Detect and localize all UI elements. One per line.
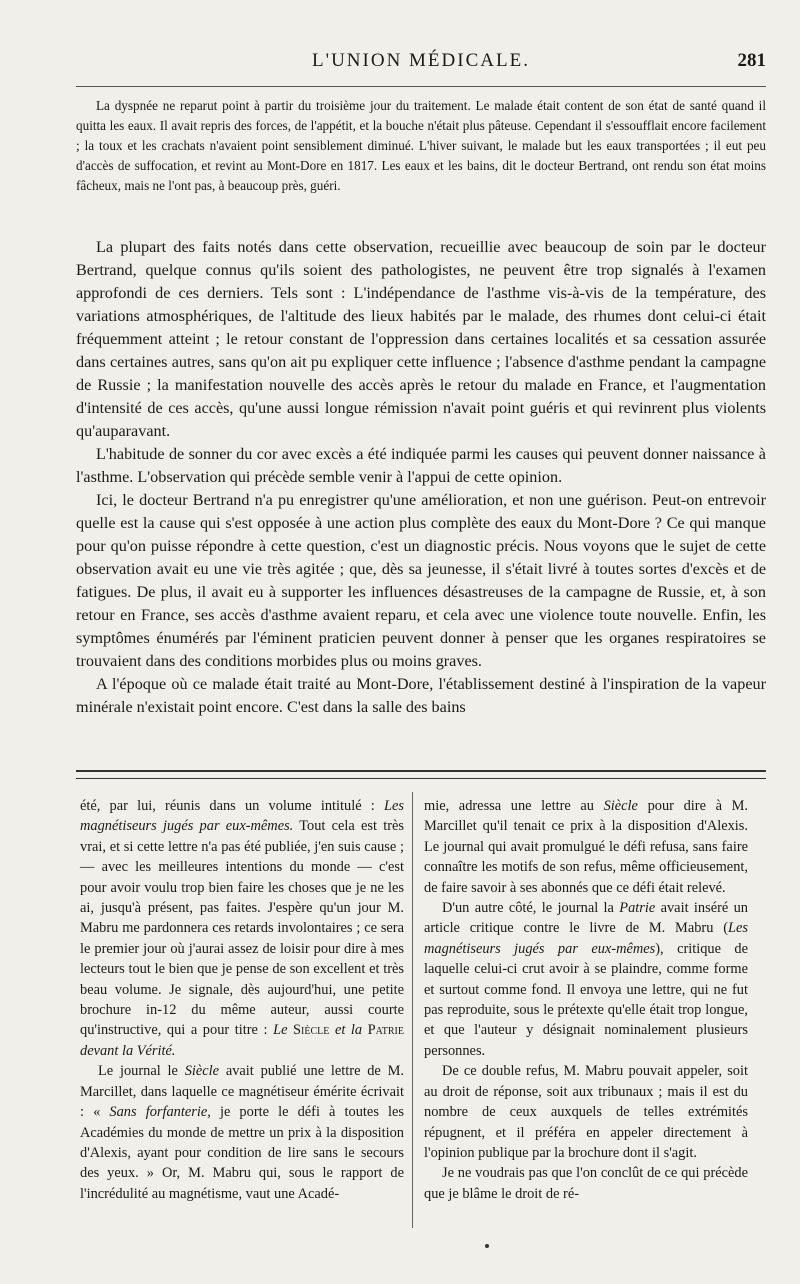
- column-paragraph: [80, 796, 404, 1061]
- text-run: été, par lui, réunis dans un volume intitulé :: [80, 798, 384, 814]
- text-run: Le journal le: [98, 1063, 185, 1080]
- observation-paragraph: [76, 96, 766, 196]
- main-paragraph: La plupart des faits notés dans cette observation, recueillie avec beaucoup de soin par le docteur Bertrand, quelque connus qu'ils soient des pathologistes, ne peuvent être trop signalés à l'examen approfondi de ces derniers. Tels sont : L'indépendance de l'asthme vis-à-vis de la température, des variations atmosphériques, de l'altitude des lieux habités par le malade, des rhumes dont celui-ci était fréquemment atteint ; le retour constant de l'oppression dans certaines localités et sa cessation assurée dans certaines autres, sans qu'on ait pu expliquer cette influence ; l'absence d'asthme pendant la campagne de Russie ; la manifestation nouvelle des accès après le retour du malade en France, et l'augmentation d'intensité de ces accès, qu'une aussi longue rémission n'avait point guéris et qui revinrent plus violents qu'auparavant.: [76, 238, 766, 440]
- page-header: [76, 44, 766, 80]
- page-number: 281: [737, 50, 766, 71]
- journal-name: Siècle: [603, 798, 638, 814]
- text-run: Tout cela est très vrai, et si cette lettre n'a pas été publiée, j'en suis cause ; — avec les meilleures intentions du monde — c'est pour avoir voulu trop bien faire les choses que je ne les ai, jusqu'à présent, pas faites. J'espère qu'un jour M. Mabru me pardonnera ces retards involontaires ; ce sera le premier jour où j'aurai assez de loisir pour dire à mes lecteurs tout le bien que je pense de son excellent et très beau volume. Je signale, dès aujourd'hui, une petite brochure in-12 du même auteur, aussi courte qu'instructive, qui a pour titre :: [80, 818, 404, 1039]
- column-paragraph: [424, 898, 748, 1061]
- book-title: Les magnétiseurs jugés par eux-mêmes: [424, 920, 748, 957]
- feuilleton-left-column: [80, 796, 404, 1204]
- book-title: Les magnétiseurs jugés par eux-mêmes.: [80, 798, 404, 835]
- main-paragraph: A l'époque où ce malade était traité au Mont-Dore, l'établissement destiné à l'inspiration de la vapeur minérale n'existait point encore. C'est dans la salle des bains: [76, 675, 766, 716]
- quoted-phrase: Sans forfanterie,: [109, 1104, 211, 1121]
- journal-title: L'UNION MÉDICALE.: [312, 50, 530, 71]
- column-paragraph: [424, 796, 748, 898]
- journal-name: Patrie: [619, 900, 656, 917]
- text-run: D'un autre côté, le journal la: [442, 900, 620, 917]
- text-run: mie, adressa une lettre au: [424, 798, 604, 814]
- journal-name: Siècle: [184, 1063, 220, 1080]
- book-title-part: Patrie: [367, 1022, 404, 1039]
- column-paragraph: De ce double refus, M. Mabru pouvait appeler, soit au droit de réponse, soit aux tribunaux ; mais il est du nombre de ceux auxquels de telles extrémités répugnent, et il préféra en appeler directement à l'opinion publique par la brochure dont il s'agit.: [424, 1063, 748, 1161]
- feuilleton-right-column: [424, 796, 748, 1204]
- main-commentary: [76, 236, 766, 719]
- observation-text: La dyspnée ne reparut point à partir du troisième jour du traitement. Le malade était content de son état de santé quand il quitta les eaux. Il avait repris des forces, de l'appétit, et la bouche n'était plus pâteuse. Cependant il s'essoufflait encore facilement ; la toux et les crachats n'avaient point sensiblement diminué. L'hiver suivant, le malade but les eaux transportées ; il eut peu d'accès de suffocation, et revint au Mont-Dore en 1817. Les eaux et les bains, dit le docteur Bertrand, ont rendu son état moins fâcheux, mais ne l'ont pas, à beaucoup près, guéri.: [76, 98, 766, 193]
- text-run: avait inséré un article critique contre le livre de M. Mabru (: [424, 900, 748, 937]
- main-paragraph: Ici, le docteur Bertrand n'a pu enregistrer qu'une amélioration, et non une guérison. Peut-on entrevoir quelle est la cause qui s'est opposée à une action plus complète des eaux du Mont-Dore ? Ce qui manque pour qu'on puisse répondre à cette question, c'est un diagnostic précis. Nous voyons que le sujet de cette observation avait eu une vie très agitée ; que, dès sa jeunesse, il s'était livré à toutes sortes d'excès et de fatigues. De plus, il avait eu à supporter les influences désastreuses de la campagne de Russie, et, à son retour en France, ses accès d'asthme avaient reparu, et cela avec une violence toute nouvelle. Enfin, les symptômes énumérés par l'éminent praticien peuvent donner à penser que les organes respiratoires se trouvaient dans des conditions morbides plus ou moins graves.: [76, 491, 766, 670]
- book-title-part: et la: [329, 1022, 368, 1039]
- text-run: ), critique de laquelle celui-ci crut avoir à se plaindre, comme forme et surtout comme fond. Il envoya une lettre, qui ne fut pas reproduite, sous le prétexte qu'elle était trop longue, et que l'auteur y désignait nominalement plusieurs personnes.: [424, 940, 749, 1059]
- column-paragraph: Je ne voudrais pas que l'on conclût de ce qui précède que je blâme le droit de ré-: [424, 1165, 748, 1202]
- text-run: je porte le défi à toutes les Académies du monde de mettre un prix à la disposition d'Alexis, ayant pour condition de lire sans le secours des yeux. » Or, M. Mabru qui, sous le rapport de l'incrédulité au magnétisme, vaut une Acadé-: [80, 1104, 404, 1202]
- book-title-part: devant la Vérité.: [80, 1042, 176, 1059]
- column-paragraph: [80, 1061, 404, 1204]
- book-title-part: Siècle: [293, 1022, 330, 1039]
- main-paragraph: L'habitude de sonner du cor avec excès a été indiquée parmi les causes qui peuvent donner naissance à l'asthme. L'observation qui précède semble venir à l'appui de cette opinion.: [76, 445, 766, 486]
- feuilleton-rule: [76, 770, 766, 779]
- book-title-part: Le: [273, 1022, 294, 1039]
- text-run: avait publié une lettre de M. Marcillet, dans laquelle ce magnétiseur émérite écrivait : «: [80, 1063, 404, 1121]
- header-rule: [76, 86, 766, 87]
- text-run: pour dire à M. Marcillet qu'il tenait ce prix à la disposition d'Alexis. Le journal qui avait promulgué le défi refusa, sans faire connaître les motifs de son refus, même officieusement, de faire savoir à ses abonnés que ce défi était relevé.: [424, 798, 748, 896]
- column-divider: [412, 792, 413, 1228]
- ink-dot: [485, 1244, 489, 1248]
